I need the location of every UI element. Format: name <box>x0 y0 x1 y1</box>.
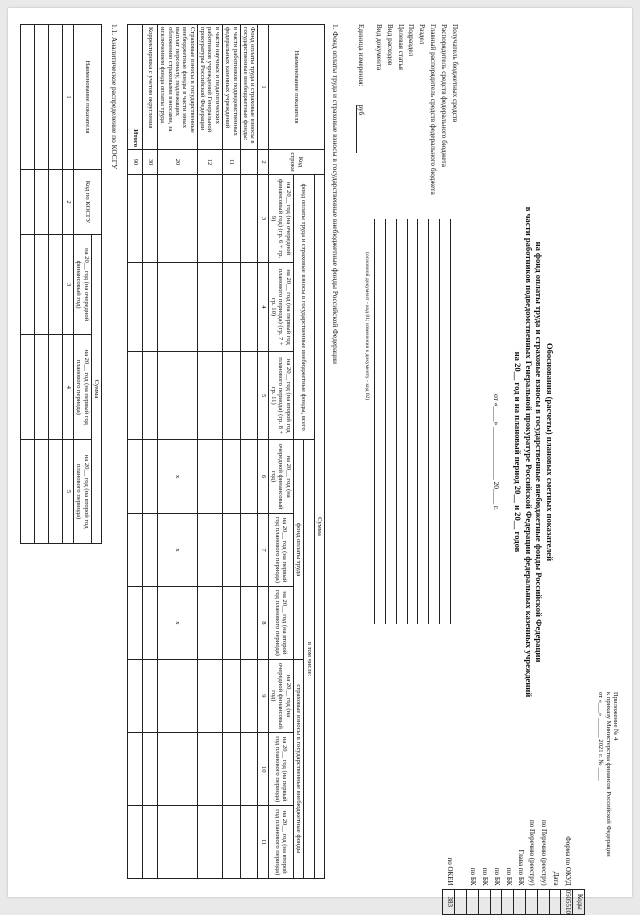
document-date: от «____» ______________ 20____ г. <box>492 393 501 511</box>
section-2-table <box>21 24 103 544</box>
row-code: 11 <box>222 150 240 175</box>
col-header-ins-y1: на 20__ год (на очередной финансовый год) <box>268 659 293 732</box>
col-number: 2 <box>258 150 268 175</box>
value-cell[interactable] <box>240 806 258 879</box>
rotated-form <box>15 12 625 915</box>
codes-block <box>442 820 585 915</box>
section-1-table <box>127 24 325 879</box>
col-number: 9 <box>258 659 268 732</box>
col-number: 3 <box>258 175 268 263</box>
fill-line[interactable] <box>428 219 429 624</box>
code-value: 383 <box>443 889 455 915</box>
code-value: 0505510 <box>561 889 573 915</box>
unit-of-measure <box>356 24 365 324</box>
code-label: Глава по БК <box>516 849 525 886</box>
col-number: 5 <box>258 352 268 440</box>
requisite-label: Раздел <box>418 24 427 45</box>
value-cell[interactable] <box>197 806 222 879</box>
title-line-4: на 20__ год и на плановый период 20__ и 20__ годов <box>512 351 523 553</box>
code-value <box>490 889 502 915</box>
code-label: Форма по ОКУД <box>563 836 572 886</box>
col-header-name: Наименование показателя <box>268 25 324 150</box>
appendix-line-1: Приложение № 4 <box>612 692 619 741</box>
document-kind-note: (основной документ - код 01; изменения к документу - код 02) <box>364 252 370 401</box>
code-label: по БК <box>492 867 501 886</box>
requisite-label: Подраздел <box>407 24 416 57</box>
value-cell[interactable] <box>240 352 258 440</box>
col-header-y3-total: на 20__ год (на второй год планового периода) (гр. 8 + гр. 11) <box>268 352 293 440</box>
row-code: 90 <box>127 150 142 175</box>
requisite-row <box>426 24 437 624</box>
fill-line[interactable] <box>396 219 397 624</box>
col-header-ins-y3: на 20__ год (на второй год планового периода) <box>268 806 293 879</box>
col-group-ins: страховые взносы в государственные внебюджетные фонды <box>293 659 303 878</box>
col-header-sum: Сумма <box>91 235 101 544</box>
title-line-1: Обоснования (расчеты) плановых сметных показателей <box>545 342 555 562</box>
code-value <box>526 889 538 915</box>
value-cell[interactable] <box>240 263 258 352</box>
value-cell[interactable] <box>142 733 157 806</box>
value-cell[interactable] <box>240 440 258 513</box>
value-cell[interactable] <box>127 513 142 586</box>
row-code: 30 <box>142 150 157 175</box>
row-name: Итого <box>127 25 142 150</box>
table-row <box>35 25 49 544</box>
unit-label: Единица измерения: <box>357 24 365 87</box>
value-cell[interactable] <box>21 440 35 544</box>
col-header-fot-y2: на 20__ год (на первый год планового периода) <box>268 513 293 586</box>
col-header-fot-y3: на 20__ год (на второй год планового периода) <box>268 587 293 660</box>
code-value <box>467 889 479 915</box>
value-cell[interactable] <box>127 733 142 806</box>
col-header-name: Наименование показателя <box>73 25 101 170</box>
fill-line[interactable] <box>374 219 375 624</box>
value-cell[interactable] <box>127 263 142 352</box>
requisite-row <box>405 24 416 624</box>
value-cell[interactable] <box>127 587 142 660</box>
col-header-y1: на 20__ год (на очередной финансовый год) <box>73 235 91 335</box>
col-number: 8 <box>258 587 268 660</box>
col-number: 7 <box>258 513 268 586</box>
value-cell[interactable] <box>240 175 258 263</box>
na-cell: x <box>157 513 197 586</box>
value-cell[interactable] <box>222 587 240 660</box>
value-cell[interactable] <box>157 659 197 732</box>
row-code <box>240 150 258 175</box>
code-value <box>502 889 514 915</box>
value-cell[interactable] <box>127 352 142 440</box>
requisite-label: Вид расходов <box>385 24 394 66</box>
value-cell[interactable] <box>157 733 197 806</box>
value-cell[interactable] <box>222 806 240 879</box>
value-cell[interactable] <box>142 587 157 660</box>
fill-line[interactable] <box>450 219 451 624</box>
row-name: Фонд оплаты труда и страховые взносы в государственные внебюджетные фонды: <box>240 25 258 150</box>
code-label: по Перечню (реестру) <box>528 820 537 886</box>
code-label: Дата <box>551 871 560 886</box>
value-cell[interactable] <box>222 352 240 440</box>
value-cell[interactable] <box>142 440 157 513</box>
value-cell[interactable] <box>157 352 197 440</box>
value-cell[interactable] <box>142 513 157 586</box>
value-cell[interactable] <box>142 263 157 352</box>
value-cell[interactable] <box>127 659 142 732</box>
col-header-y2-total: на 20__ год (на первый год планового периода) (гр. 7 + гр. 10) <box>268 263 293 352</box>
code-value <box>537 889 549 915</box>
col-header-fot-y1: на 20__ год (на очередной финансовый год) <box>268 440 293 513</box>
code-label: по БК <box>481 867 490 886</box>
value-cell[interactable] <box>35 335 49 440</box>
code-value <box>478 889 490 915</box>
col-number: 11 <box>258 806 268 879</box>
col-number: 4 <box>63 335 73 440</box>
appendix-line-3: от «___» ______ 2021 г. № ____ <box>597 692 605 781</box>
requisite-label: Распорядитель средств федерального бюджета <box>440 24 449 167</box>
row-code: 20 <box>157 150 197 175</box>
col-number: 6 <box>258 440 268 513</box>
value-cell[interactable] <box>240 587 258 660</box>
row-name: Страховые взносы в государственные внебюджетные фонды в части иных выплат персоналу, подлежащих обложению страховыми взносами, за исключением фонда оплаты труда <box>157 25 197 150</box>
value-cell[interactable] <box>240 659 258 732</box>
code-label: по Перечню (реестру) <box>540 820 549 886</box>
value-cell[interactable] <box>197 513 222 586</box>
col-number: 1 <box>258 25 268 150</box>
requisite-row <box>383 24 394 624</box>
value-cell[interactable] <box>142 352 157 440</box>
col-number: 5 <box>63 440 73 544</box>
unit-value: руб <box>356 105 365 153</box>
codes-header: Коды <box>573 889 585 915</box>
value-cell[interactable] <box>49 25 63 170</box>
table-row <box>157 25 197 879</box>
col-header-y2: на 20__ год (на первый год планового периода) <box>73 335 91 440</box>
col-number: 4 <box>258 263 268 352</box>
value-cell[interactable] <box>35 170 49 235</box>
requisite-label: Целевая статья <box>396 24 405 70</box>
value-cell[interactable] <box>222 733 240 806</box>
na-cell: x <box>157 587 197 660</box>
value-cell[interactable] <box>197 263 222 352</box>
code-label <box>455 820 467 889</box>
code-label: по ОКЕИ <box>445 857 454 886</box>
requisite-label: Вид документа <box>374 24 383 71</box>
value-cell[interactable] <box>197 659 222 732</box>
col-group-in-that: в том числе: <box>304 440 314 879</box>
value-cell[interactable] <box>35 25 49 170</box>
value-cell[interactable] <box>49 335 63 440</box>
requisite-row <box>372 24 383 624</box>
requisite-row <box>394 24 405 624</box>
value-cell[interactable] <box>240 513 258 586</box>
value-cell[interactable] <box>197 352 222 440</box>
document-page <box>8 8 632 915</box>
value-cell[interactable] <box>197 587 222 660</box>
value-cell[interactable] <box>197 175 222 263</box>
code-value <box>514 889 526 915</box>
table-row <box>21 25 35 544</box>
fill-line[interactable] <box>417 219 418 624</box>
row-name: Корректировка с учетом округления <box>142 25 157 150</box>
col-number: 10 <box>258 733 268 806</box>
value-cell[interactable] <box>222 263 240 352</box>
table-row <box>197 25 222 879</box>
row-name: в части научных и педагогических работников учреждений Генеральной прокуратуры Российской Федерации <box>197 25 222 150</box>
value-cell[interactable] <box>49 440 63 544</box>
table-row <box>222 25 240 879</box>
col-group-fot: фонд оплаты труда <box>293 440 303 659</box>
fill-line[interactable] <box>407 219 408 624</box>
requisite-row <box>448 24 459 624</box>
requisites-block <box>372 24 459 624</box>
table-row <box>49 25 63 544</box>
value-cell[interactable] <box>49 170 63 235</box>
value-cell[interactable] <box>127 806 142 879</box>
value-cell[interactable] <box>49 235 63 335</box>
value-cell[interactable] <box>35 235 49 335</box>
value-cell[interactable] <box>127 175 142 263</box>
form-title <box>512 192 555 712</box>
value-cell[interactable] <box>21 170 35 235</box>
value-cell[interactable] <box>35 440 49 544</box>
value-cell[interactable] <box>21 335 35 440</box>
value-cell[interactable] <box>157 806 197 879</box>
value-cell[interactable] <box>142 175 157 263</box>
row-code: 12 <box>197 150 222 175</box>
value-cell[interactable] <box>21 235 35 335</box>
col-number: 2 <box>63 170 73 235</box>
title-line-3: в части работников подведомственных Генеральной прокуратуре Российской Федерации федеральных казенных учреждений <box>523 206 534 698</box>
code-value <box>455 889 467 915</box>
value-cell[interactable] <box>222 513 240 586</box>
na-cell: x <box>157 440 197 513</box>
col-header-y1-total: на 20__ год (на очередной финансовый год) (гр. 6 + гр. 9) <box>268 175 293 263</box>
col-number: 3 <box>63 235 73 335</box>
fill-line[interactable] <box>439 219 440 624</box>
value-cell[interactable] <box>222 440 240 513</box>
col-header-sum: Сумма <box>314 175 324 879</box>
value-cell[interactable] <box>157 175 197 263</box>
requisite-row <box>437 24 448 624</box>
table-row <box>142 25 157 879</box>
code-value <box>549 889 561 915</box>
value-cell[interactable] <box>157 263 197 352</box>
appendix-note <box>597 692 619 882</box>
requisite-label: Получатель бюджетных средств <box>451 24 459 123</box>
table-row <box>127 25 142 879</box>
value-cell[interactable] <box>197 440 222 513</box>
value-cell[interactable] <box>127 440 142 513</box>
section-2-title: 1.1. Аналитическое распределение по КОСГУ <box>110 24 119 170</box>
requisite-label: Главный распорядитель средств федерального бюджета <box>429 24 438 195</box>
col-header-code: Код строки <box>268 150 324 175</box>
col-number: 1 <box>63 25 73 170</box>
fill-line[interactable] <box>385 219 386 624</box>
value-cell[interactable] <box>142 659 157 732</box>
col-header-y3: на 20__ год (на второй год планового периода) <box>73 440 91 544</box>
code-label: по БК <box>504 867 513 886</box>
col-group-total: фонд оплаты труда и страховые взносы в государственные внебюджетные фонды, всего <box>293 175 314 440</box>
col-header-kosgu: Код по КОСГУ <box>73 170 101 235</box>
code-label: по БК <box>469 867 478 886</box>
title-line-2: на фонд оплаты труда и страховые взносы в государственные внебюджетные фонды Российской Федерации <box>534 241 545 663</box>
appendix-line-2: к приказу Министерства финансов Российской Федерации <box>604 692 612 857</box>
value-cell[interactable] <box>240 733 258 806</box>
table-row <box>240 25 258 879</box>
value-cell[interactable] <box>222 659 240 732</box>
value-cell[interactable] <box>142 806 157 879</box>
section-1-title: 1. Фонд оплаты труда и страховые взносы в государственные внебюджетные фонды Российской Федерации <box>331 24 340 364</box>
value-cell[interactable] <box>222 175 240 263</box>
value-cell[interactable] <box>197 733 222 806</box>
row-name: в части работников подведомственных федеральных казенных учреждений <box>222 25 240 150</box>
requisite-row <box>415 24 426 624</box>
col-header-ins-y2: на 20__ год (на первый год планового периода) <box>268 733 293 806</box>
value-cell[interactable] <box>21 25 35 170</box>
